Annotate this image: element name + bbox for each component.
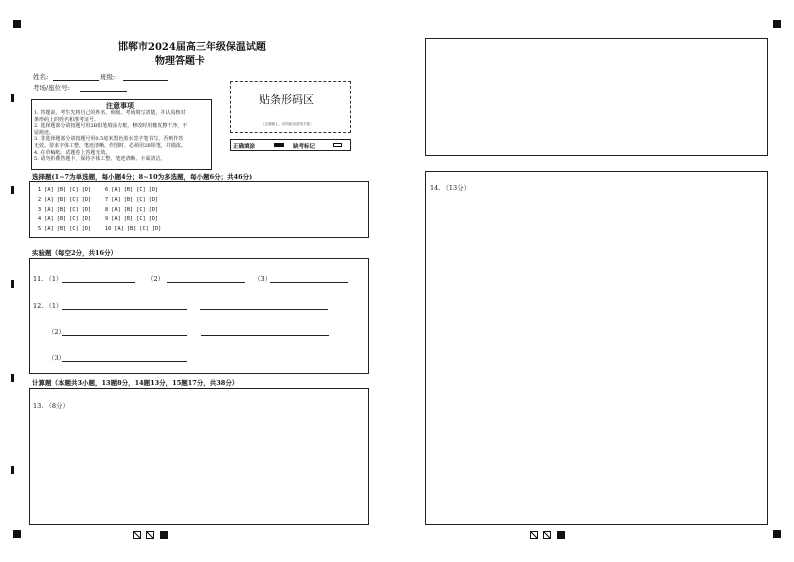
page-marker-hatch — [543, 531, 551, 539]
q12-blank-1a[interactable] — [62, 309, 187, 310]
choice-box — [29, 181, 369, 238]
notice-line: 2. 选择题部分请按题号用2B铅笔填涂方框，修改时用橡皮擦干净，不 — [34, 123, 188, 130]
q11-blank-3[interactable] — [270, 282, 348, 283]
timing-mark — [11, 94, 14, 102]
fill-legend — [230, 139, 351, 151]
q13-answer-box[interactable] — [29, 388, 369, 525]
notice-lines — [34, 110, 187, 163]
notice-line: 无效。要求字体工整、笔迹清晰。作图时，必须用2B铅笔，并描浓。 — [34, 142, 186, 149]
experiment-section-title: 实验题（每空2分，共16分） — [32, 249, 118, 257]
page-subtitle: 物理答题卡 — [155, 56, 205, 67]
absent-mark-box[interactable] — [333, 143, 342, 147]
choice-section-title: 选择题(1~7为单选题，每小题4分；8~10为多选题，每小题6分；共46分) — [32, 173, 253, 181]
q11-label: 11. （1） — [33, 275, 63, 283]
q12-label: 12. （1） — [33, 302, 63, 310]
q12-blank-1b[interactable] — [200, 309, 328, 310]
choice-row-8[interactable]: 8 [A] [B] [C] [D] — [105, 206, 159, 213]
class-label: 班级: — [100, 73, 116, 81]
name-field[interactable] — [53, 80, 99, 81]
q14-answer-box[interactable] — [425, 171, 768, 525]
choice-row-10[interactable]: 10 [A] [B] [C] [D] — [105, 226, 162, 233]
choice-row-3[interactable]: 3 [A] [B] [C] [D] — [38, 206, 92, 213]
choice-row-1[interactable]: 1 [A] [B] [C] [D] — [38, 187, 92, 193]
q11-2-label: （2） — [147, 275, 165, 283]
notice-title: 注意事项 — [106, 101, 134, 110]
choice-row-9[interactable]: 9 [A] [B] [C] [D] — [105, 216, 159, 223]
q13-label: 13. （8分） — [33, 402, 70, 410]
choice-row-6[interactable]: 6 [A] [B] [C] [D] — [105, 187, 159, 193]
corner-mark-bottom-right — [773, 530, 781, 538]
notice-line: 3. 非选择题部分请按题号用0.5毫米黑色墨水签字笔书写，否则作答 — [34, 136, 184, 143]
notice-line: 1. 答题前，考生先将自己的姓名、班级、考场填写清楚，并认真核对 — [34, 110, 186, 116]
choice-row-7[interactable]: 7 [A] [B] [C] [D] — [105, 196, 159, 203]
page-marker-solid — [557, 531, 565, 539]
choice-row-5[interactable]: 5 [A] [B] [C] [D] — [38, 226, 92, 233]
page-marker-hatch — [530, 531, 538, 539]
choice-row-4[interactable]: 4 [A] [B] [C] [D] — [38, 216, 92, 223]
q12-2-label: （2） — [48, 328, 66, 336]
name-label: 姓名: — [33, 73, 49, 81]
q11-3-label: （3） — [254, 275, 272, 283]
barcode-hint: （正面朝上，切勿贴出虚线方框） — [261, 122, 314, 126]
choice-row-2[interactable]: 2 [A] [B] [C] [D] — [38, 196, 92, 203]
notice-line: 留痕迹。 — [34, 129, 55, 136]
calc-section-title: 计算题（本题共3小题，13题8分，14题13分，15题17分，共38分） — [32, 379, 239, 387]
barcode-area — [230, 81, 351, 133]
corner-mark-bottom-left — [13, 530, 21, 538]
timing-mark — [11, 186, 14, 194]
correct-fill-sample — [274, 143, 284, 147]
q11-blank-1[interactable] — [62, 282, 135, 283]
page-title: 邯郸市2024届高三年级保温试题 — [118, 42, 266, 53]
right-top-answer-box[interactable] — [425, 38, 768, 156]
page-marker-solid — [160, 531, 168, 539]
q12-blank-3[interactable] — [62, 361, 187, 362]
q12-3-label: （3） — [48, 354, 66, 362]
absent-mark-label: 缺考标记 — [293, 144, 316, 150]
page-marker-hatch — [133, 531, 141, 539]
notice-line: 5. 请勿折叠答题卡，保持字体工整、笔迹清晰、卡面清洁。 — [34, 156, 166, 163]
corner-mark-top-left — [13, 20, 21, 28]
exam-seat-label: 考场/座位号: — [33, 84, 70, 92]
q11-blank-2[interactable] — [167, 282, 245, 283]
barcode-label: 贴条形码区 — [259, 93, 314, 106]
notice-line: 条形码上的姓名和准考证号。 — [34, 116, 100, 123]
timing-mark — [11, 280, 14, 288]
choice-left-column — [38, 186, 91, 235]
corner-mark-top-right — [773, 20, 781, 28]
q12-blank-2a[interactable] — [62, 335, 187, 336]
q14-label: 14. （13分） — [430, 184, 471, 192]
notice-line: 4. 在草稿纸、试题卷上答题无效。 — [34, 149, 111, 156]
correct-fill-label: 正确填涂 — [233, 144, 256, 150]
exam-seat-field[interactable] — [80, 91, 127, 92]
timing-mark — [11, 466, 14, 474]
class-field[interactable] — [123, 80, 168, 81]
experiment-box — [29, 258, 369, 374]
q12-blank-2b[interactable] — [201, 335, 329, 336]
timing-mark — [11, 374, 14, 382]
choice-right-column — [105, 186, 161, 235]
page-marker-hatch — [146, 531, 154, 539]
notice-box — [31, 99, 212, 170]
